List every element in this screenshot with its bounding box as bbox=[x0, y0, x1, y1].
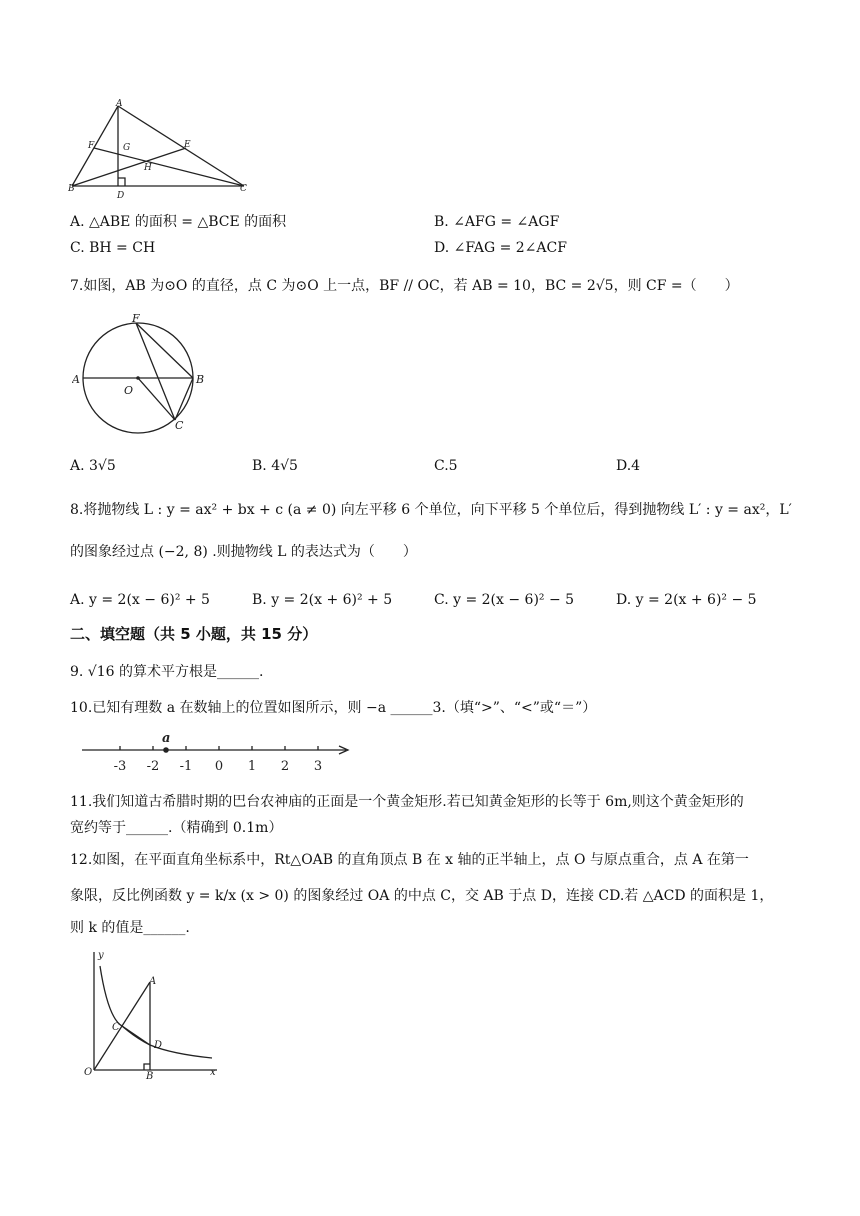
q6-triangle-figure bbox=[68, 98, 258, 202]
q12-label-o: O bbox=[84, 1067, 93, 1078]
q9-text: 9. √16 的算术平方根是______. bbox=[70, 664, 264, 680]
q8-stem-line2: 的图象经过点 (−2, 8) .则抛物线 L 的表达式为（ ） bbox=[70, 544, 417, 560]
q7-center-dot bbox=[136, 376, 140, 380]
q6-label-h: H bbox=[144, 163, 152, 173]
q12-line1: 12.如图，在平面直角坐标系中，Rt△OAB 的直角顶点 B 在 x 轴的正半轴上，点 O 与原点重合，点 A 在第一 bbox=[70, 852, 749, 868]
q12-coordinate-figure bbox=[72, 948, 222, 1080]
q12-line3: 则 k 的值是______. bbox=[70, 920, 190, 936]
q8-option-a: A. y = 2(x − 6)² + 5 bbox=[70, 592, 210, 608]
q7-option-d: D.4 bbox=[616, 458, 641, 474]
q10-tick-label: -3 bbox=[113, 759, 127, 774]
q7-option-c: C.5 bbox=[434, 458, 458, 474]
q10-tick-label: 1 bbox=[247, 759, 257, 774]
q11-line2: 宽约等于______.（精确到 0.1m） bbox=[70, 820, 283, 836]
q7-line-fb bbox=[136, 323, 193, 378]
q10-tick-label: 3 bbox=[313, 759, 323, 774]
q8-option-b: B. y = 2(x + 6)² + 5 bbox=[252, 592, 393, 608]
q7-circle-figure bbox=[72, 312, 212, 436]
q7-label-b: B bbox=[196, 373, 205, 386]
q6-label-d: D bbox=[117, 191, 125, 201]
q10-point-a-label: a bbox=[162, 731, 171, 746]
q6-option-d: D. ∠FAG = 2∠ACF bbox=[434, 240, 567, 256]
q10-point-a bbox=[163, 747, 169, 753]
q12-line2: 象限，反比例函数 y = k/x (x > 0) 的图象经过 OA 的中点 C，交 AB 于点 D，连接 CD.若 △ACD 的面积是 1， bbox=[70, 888, 774, 904]
q6-right-angle-mark bbox=[118, 178, 125, 186]
q10-tick-label: 0 bbox=[214, 759, 224, 774]
q7-line-bc bbox=[175, 378, 193, 420]
q12-label-c: C bbox=[112, 1022, 120, 1033]
q12-right-angle-mark bbox=[144, 1064, 150, 1070]
q7-label-f: F bbox=[132, 312, 140, 325]
q7-line-oc bbox=[138, 378, 175, 420]
q7-label-o: O bbox=[124, 384, 134, 397]
q12-label-b: B bbox=[146, 1071, 154, 1080]
q11-line1: 11.我们知道古希腊时期的巴台农神庙的正面是一个黄金矩形.若已知黄金矩形的长等于 6m,则这个黄金矩形的 bbox=[70, 794, 744, 810]
q6-label-e: E bbox=[184, 140, 191, 150]
q6-option-b: B. ∠AFG = ∠AGF bbox=[434, 214, 560, 230]
q6-side-ab bbox=[72, 106, 118, 186]
q12-label-x: x bbox=[210, 1067, 216, 1078]
q7-stem: 7.如图，AB 为⊙O 的直径，点 C 为⊙O 上一点，BF // OC，若 AB = 10，BC = 2√5，则 CF =（ ） bbox=[70, 278, 739, 294]
q10-tick-label: 2 bbox=[280, 759, 290, 774]
q6-option-a: A. △ABE 的面积 = △BCE 的面积 bbox=[70, 214, 287, 230]
q6-label-a: A bbox=[116, 99, 123, 109]
q6-label-f: F bbox=[88, 141, 95, 151]
q7-option-b: B. 4√5 bbox=[252, 458, 298, 474]
q6-side-ac bbox=[118, 106, 244, 186]
q6-label-b: B bbox=[68, 184, 75, 194]
q10-number-line bbox=[80, 726, 360, 776]
q6-label-c: C bbox=[240, 184, 247, 194]
q6-option-c: C. BH = CH bbox=[70, 240, 156, 256]
q8-option-d: D. y = 2(x + 6)² − 5 bbox=[616, 592, 757, 608]
q7-option-a: A. 3√5 bbox=[70, 458, 116, 474]
q10-text: 10.已知有理数 a 在数轴上的位置如图所示，则 −a ______3.（填“>”、“<”或“＝”） bbox=[70, 700, 597, 716]
q8-option-c: C. y = 2(x − 6)² − 5 bbox=[434, 592, 575, 608]
q7-line-fc bbox=[136, 323, 175, 420]
q6-label-g: G bbox=[123, 143, 131, 153]
q7-label-a: A bbox=[72, 373, 80, 386]
q10-tick-label: -2 bbox=[146, 759, 160, 774]
section-heading: 二、填空题（共 5 小题，共 15 分） bbox=[70, 625, 318, 643]
q12-label-d: D bbox=[154, 1040, 163, 1051]
q8-stem-line1: 8.将抛物线 L : y = ax² + bx + c (a ≠ 0) 向左平移 6 个单位，向下平移 5 个单位后，得到抛物线 L′ : y = ax²，L′ bbox=[70, 502, 792, 518]
q7-label-c: C bbox=[175, 419, 184, 432]
q10-tick-label: -1 bbox=[179, 759, 193, 774]
q12-label-y: y bbox=[98, 950, 104, 961]
q12-label-a: A bbox=[149, 976, 157, 987]
